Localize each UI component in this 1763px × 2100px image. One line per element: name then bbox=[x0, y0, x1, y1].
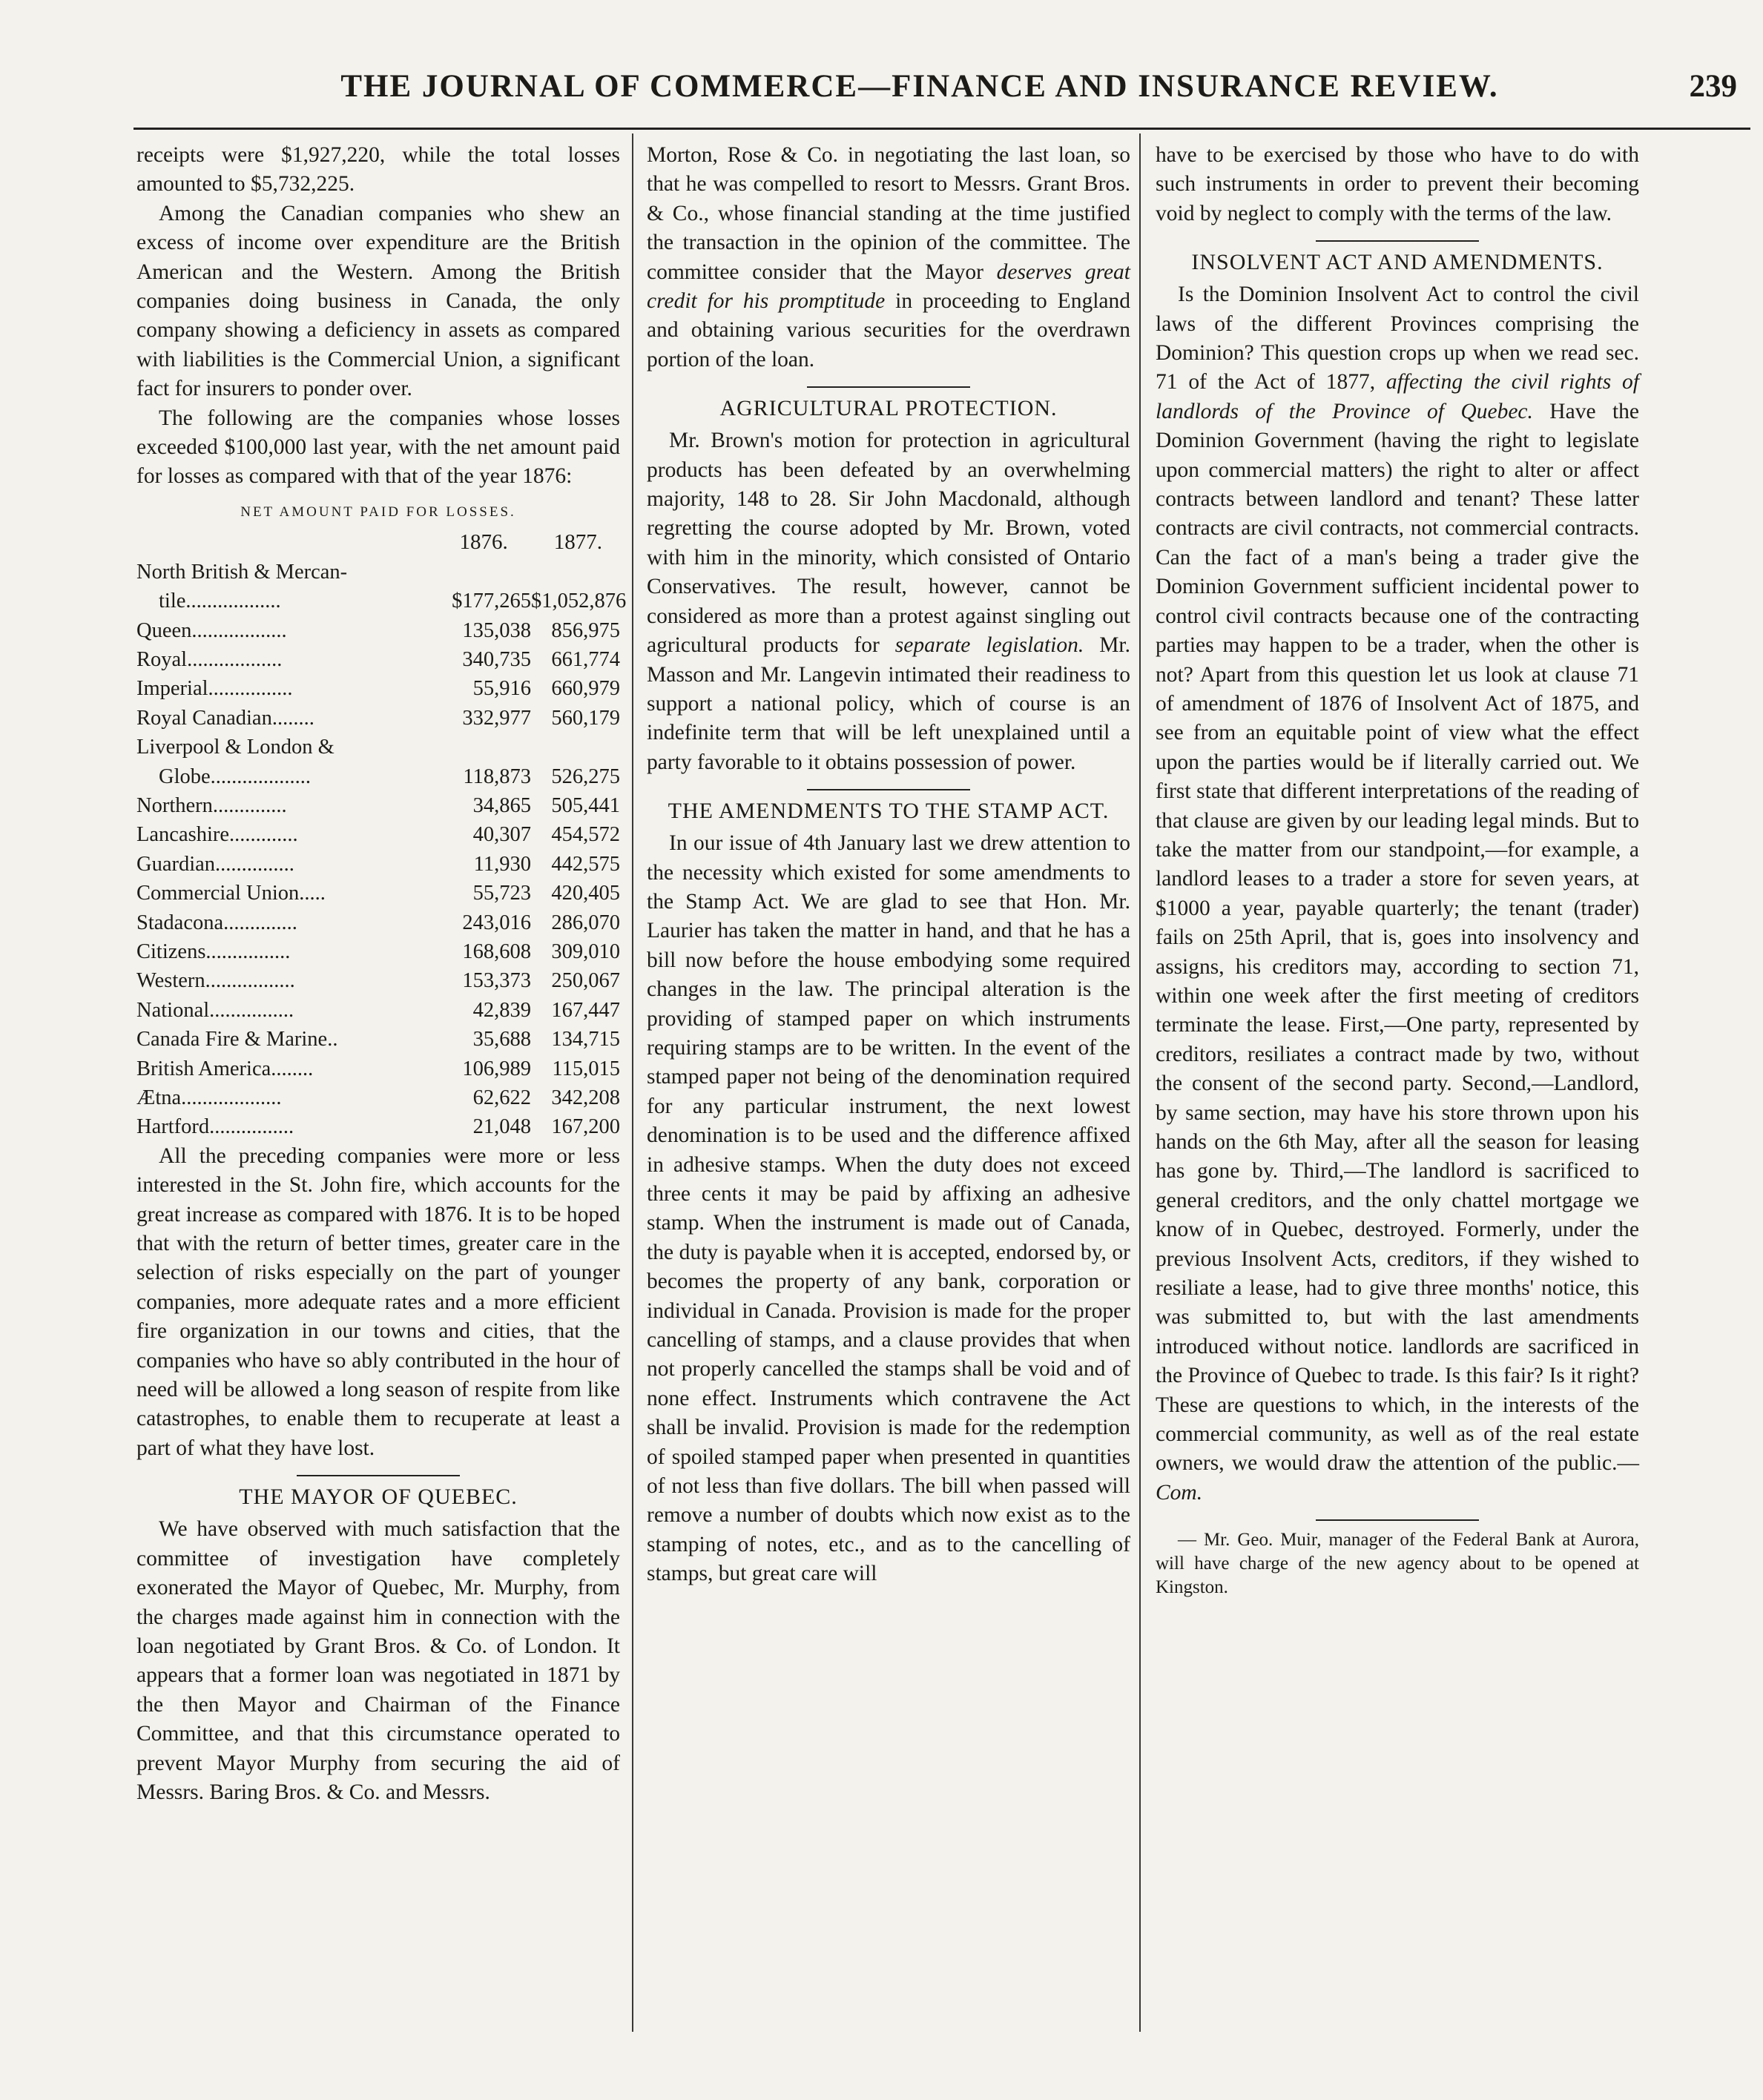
value-1877: 115,015 bbox=[552, 1057, 620, 1080]
year-1877: 1877. bbox=[553, 530, 602, 555]
heading-mayor-of-quebec: THE MAYOR OF QUEBEC. bbox=[239, 1485, 518, 1510]
company-name: Royal.................. bbox=[136, 647, 283, 671]
company-name: tile.................. bbox=[159, 590, 281, 613]
company-name: National................ bbox=[136, 998, 294, 1022]
value-1877: 167,200 bbox=[551, 1115, 620, 1139]
value-1876: 153,373 bbox=[462, 969, 531, 993]
value-1876: 332,977 bbox=[462, 706, 531, 730]
company-name: Commercial Union..... bbox=[136, 882, 326, 905]
column-divider bbox=[1139, 133, 1141, 2032]
table-row bbox=[136, 704, 620, 733]
company-name: Guardian............... bbox=[136, 852, 294, 876]
company-name: Queen.................. bbox=[136, 618, 287, 642]
value-1877: 134,715 bbox=[551, 1028, 620, 1051]
value-1876: 106,989 bbox=[462, 1057, 531, 1080]
table-row bbox=[136, 1083, 620, 1112]
value-1876: 135,038 bbox=[462, 618, 531, 642]
value-1877: 286,070 bbox=[551, 911, 620, 934]
value-1877: 526,275 bbox=[551, 765, 620, 788]
column-1 bbox=[136, 141, 627, 1807]
table-row bbox=[136, 908, 620, 937]
value-1877: 309,010 bbox=[551, 940, 620, 963]
value-1877: 560,179 bbox=[551, 706, 620, 730]
company-name: Hartford................ bbox=[136, 1115, 294, 1139]
company-name: Citizens................ bbox=[136, 940, 291, 963]
paragraph: All the preceding companies were more or less interested in the St. John fire, which accounts for the great increase as compared with 1876. It is to be hoped that with the return of better times, greater care in the selection of risks especially on the part of younger companies, more adequate rates and a more efficient fire organization in our towns and cities, that the companies who have so ably contributed in the hour of need will be allowed a long season of respite from like catastrophes, to enable them to recuperate at least a part of what they have lost. bbox=[136, 1143, 620, 1460]
table-row bbox=[136, 645, 620, 674]
value-1877: 661,774 bbox=[551, 647, 620, 671]
table-row bbox=[136, 733, 620, 762]
table-caption: NET AMOUNT PAID FOR LOSSES. bbox=[240, 503, 516, 520]
journal-title: THE JOURNAL OF COMMERCE—FINANCE AND INSURANCE REVIEW. bbox=[340, 69, 1499, 104]
value-1877: $1,052,876 bbox=[531, 590, 627, 613]
table-row bbox=[136, 1025, 620, 1054]
table-row bbox=[136, 820, 620, 849]
table-row bbox=[136, 762, 620, 791]
value-1877: 505,441 bbox=[551, 793, 620, 817]
year-1876: 1876. bbox=[459, 530, 508, 555]
company-name: British America........ bbox=[136, 1057, 314, 1080]
value-1876 bbox=[429, 558, 531, 587]
value-1877: 420,405 bbox=[551, 882, 620, 905]
paragraph: receipts were $1,927,220, while the total losses amounted to $5,732,225. bbox=[136, 143, 620, 197]
table-row bbox=[136, 850, 620, 879]
value-1877: 660,979 bbox=[551, 677, 620, 701]
company-name: Royal Canadian........ bbox=[136, 706, 314, 730]
value-1877: 856,975 bbox=[551, 618, 620, 642]
value-1876 bbox=[429, 733, 531, 762]
value-1876: 11,930 bbox=[473, 852, 531, 876]
value-1876: 168,608 bbox=[462, 940, 531, 963]
value-1877 bbox=[531, 558, 620, 587]
company-name: Northern.............. bbox=[136, 793, 287, 817]
company-name: Imperial................ bbox=[136, 677, 293, 701]
company-name: Liverpool & London & bbox=[136, 736, 335, 759]
table-row bbox=[136, 616, 620, 645]
company-name: Stadacona.............. bbox=[136, 911, 297, 934]
section-rule bbox=[1316, 1519, 1479, 1521]
company-name: Ætna................... bbox=[136, 1086, 282, 1109]
value-1876: 62,622 bbox=[472, 1086, 531, 1109]
section-rule bbox=[807, 789, 970, 790]
paragraph: Among the Canadian companies who shew an excess of income over expenditure are the British American and the Western. Among the British companies doing business in Canada, the only company showing a deficiency in assets as compared with liabilities is the Commercial Union, a significant fact for insurers to ponder over. bbox=[136, 201, 620, 401]
column-3 bbox=[1156, 141, 1639, 1599]
column-divider bbox=[632, 133, 633, 2032]
column-2 bbox=[647, 141, 1130, 1589]
heading-agricultural-protection: AGRICULTURAL PROTECTION. bbox=[719, 396, 1058, 421]
value-1876: $177,265 bbox=[452, 590, 531, 613]
value-1876: 34,865 bbox=[472, 793, 531, 817]
table-row bbox=[136, 879, 620, 908]
section-rule bbox=[807, 386, 970, 388]
value-1876: 40,307 bbox=[472, 823, 531, 847]
value-1877: 442,575 bbox=[551, 852, 620, 876]
paragraph: Is the Dominion Insolvent Act to control the civil laws of the different Provinces comprising the Dominion? This question crops up when we read sec. 71 of the Act of 1877, affecting the civil rights of landlords of the Province of Quebec. Have the Dominion Government (having the right to legislate upon commercial matters) the right to alter or affect contracts between landlord and tenant? These latter contracts are civil contracts, not commercial contracts. Can the fact of a man's being a trader give the Dominion Government sufficient incidental power to control civil contracts because one of the contracting parties may happen to be a trader, when the other is not? Apart from this question let us look at clause 71 of amendment of 1876 of Insolvent Act of 1875, and see from an equitable point of view what the effect upon the parties would be if literally carried out. We first state that different interpretations of the reading of that clause are given by our leading legal minds. But to take the matter from our standpoint,—for example, a landlord leases to a trader a store for seven years, at $1000 a year, payable quarterly; the tenant (trader) fails on 25th April, that is, goes into insolvency and assigns, his creditors may, according to section 71, within one week after the first meeting of creditors terminate the lease. First,—One party, represented by creditors, resiliates a contract made by two, without the consent of the second party. Second,—Landlord, by same section, may have his store thrown upon his hands on the 6th May, after all the season for leasing has gone by. Third,—The landlord is sacrificed to general creditors, and the only chattel mortgage we know of in Quebec, destroyed. Formerly, under the previous Insolvent Acts, creditors, if they wished to resiliate a lease, had to give three months' notice, this was submitted to, but with the last amendments introduced without notice. landlords are sacrificed in the Province of Quebec to trade. Is this fair? Is it right? These are questions to which, in the interests of the commercial community, as well as of the real estate owners, we would draw the attention of the public.—Com. bbox=[1156, 283, 1640, 1505]
table-header bbox=[136, 528, 620, 557]
table-row bbox=[136, 558, 620, 587]
table-row bbox=[136, 996, 620, 1025]
table-row bbox=[136, 791, 620, 820]
news-note: — Mr. Geo. Muir, manager of the Federal Bank at Aurora, will have charge of the new agency about to be opened at Kingston. bbox=[1156, 1530, 1639, 1598]
company-name: Globe................... bbox=[159, 765, 312, 788]
table-row bbox=[136, 587, 627, 615]
value-1876: 55,723 bbox=[472, 882, 531, 905]
paragraph: have to be exercised by those who have to do with such instruments in order to prevent their becoming void by neglect to comply with the terms of the law. bbox=[1156, 143, 1639, 225]
value-1877 bbox=[531, 733, 620, 762]
page-header bbox=[89, 68, 1750, 113]
table-row bbox=[136, 937, 620, 966]
value-1877: 342,208 bbox=[551, 1086, 620, 1109]
value-1877: 250,067 bbox=[551, 969, 620, 993]
table-row bbox=[136, 1112, 620, 1141]
value-1876: 340,735 bbox=[462, 647, 531, 671]
table-row bbox=[136, 674, 620, 703]
paragraph: Mr. Brown's motion for protection in agricultural products has been defeated by an overwhelming majority, 148 to 28. Sir John Macdonald, although regretting the course adopted by Mr. Brown, voted with him in the minority, which consisted of Ontario Conservatives. The result, however, cannot be considered as more than a protest against singling out agricultural products for separate legislation. Mr. Masson and Mr. Langevin intimated their readiness to support a national policy, which of course is an indefinite term that will be left unexplained until a party favorable to it obtains possession of power. bbox=[647, 429, 1130, 774]
value-1876: 55,916 bbox=[472, 677, 531, 701]
company-name: North British & Mercan- bbox=[136, 560, 348, 584]
paragraph: The following are the companies whose losses exceeded $100,000 last year, with the net amount paid for losses as compared with that of the year 1876: bbox=[136, 406, 620, 489]
value-1876: 118,873 bbox=[463, 765, 531, 788]
company-name: Western................. bbox=[136, 969, 295, 993]
losses-table bbox=[136, 558, 627, 1142]
company-name: Canada Fire & Marine.. bbox=[136, 1028, 338, 1051]
value-1876: 21,048 bbox=[472, 1115, 531, 1139]
table-row bbox=[136, 1054, 620, 1083]
header-rule bbox=[134, 128, 1750, 130]
value-1877: 167,447 bbox=[551, 998, 620, 1022]
heading-insolvent-act: INSOLVENT ACT AND AMENDMENTS. bbox=[1191, 250, 1604, 275]
paragraph: In our issue of 4th January last we drew attention to the necessity which existed for some amendments to the Stamp Act. We are glad to see that Hon. Mr. Laurier has taken the matter in hand, and that he has a bill now before the house embodying some required changes in the law. The principal alteration is the providing of stamped paper on which instruments requiring stamps are to be written. In the event of the stamped paper not being of the denomination required for any particular instrument, the next lowest denomination is to be used and the difference affixed in adhesive stamps. When the duty does not exceed three cents it may be paid by affixing an adhesive stamp. When the instrument is made out of Canada, the duty is payable when it is accepted, endorsed by, or becomes the property of any bank, corporation or individual in Canada. Provision is made for the proper cancelling of stamps, and a clause provides that when not properly cancelled the stamps shall be void and of none effect. Instruments which contravene the Act shall be invalid. Provision is made for the redemption of spoiled stamped paper when presented in quantities of not less than five dollars. The bill when passed will remove a number of doubts which now exist as to the stamping of notes, etc., and as to the cancelling of stamps, but great care will bbox=[647, 831, 1130, 1586]
company-name: Lancashire............. bbox=[136, 823, 298, 847]
table-row bbox=[136, 966, 620, 995]
value-1876: 243,016 bbox=[462, 911, 531, 934]
section-rule bbox=[1316, 240, 1479, 242]
section-rule bbox=[297, 1475, 460, 1476]
page-number: 239 bbox=[1689, 69, 1737, 104]
heading-stamp-act: THE AMENDMENTS TO THE STAMP ACT. bbox=[668, 799, 1110, 824]
value-1876: 42,839 bbox=[472, 998, 531, 1022]
value-1877: 454,572 bbox=[551, 823, 620, 847]
paragraph: Morton, Rose & Co. in negotiating the last loan, so that he was compelled to resort to Messrs. Grant Bros. & Co., whose financial standing at the time justified the transaction in the opinion of the committee. The committee consider that the Mayor deserves great credit for his promptitude in proceeding to England and obtaining various securities for the overdrawn portion of the loan. bbox=[647, 143, 1130, 372]
value-1876: 35,688 bbox=[472, 1028, 531, 1051]
paragraph: We have observed with much satisfaction that the committee of investigation have completely exonerated the Mayor of Quebec, Mr. Murphy, from the charges made against him in connection with the loan negotiated by Grant Bros. & Co. of London. It appears that a former loan was negotiated in 1871 by the then Mayor and Chairman of the Finance Committee, and that this circumstance operated to prevent Mayor Murphy from securing the aid of Messrs. Baring Bros. & Co. and Messrs. bbox=[136, 1517, 620, 1804]
